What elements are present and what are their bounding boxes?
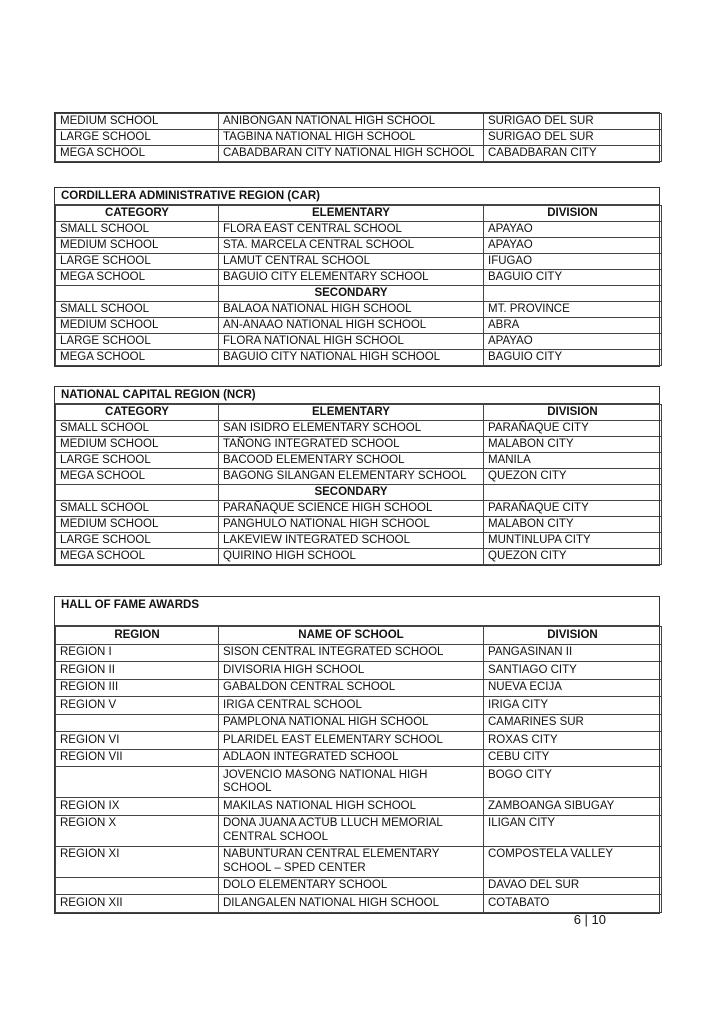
cell-category: REGION III — [56, 679, 219, 697]
table-row — [56, 662, 662, 680]
cell-school: SISON CENTRAL INTEGRATED SCHOOL — [219, 644, 484, 662]
header-secondary: SECONDARY — [219, 485, 484, 501]
header-division: DIVISION — [484, 405, 662, 421]
cell-category: MEDIUM SCHOOL — [56, 517, 219, 533]
table-title: NATIONAL CAPITAL REGION (NCR) — [55, 387, 659, 404]
cell-category: MEGA SCHOOL — [56, 549, 219, 565]
cell-division: BAGUIO CITY — [484, 270, 662, 286]
cell-category: REGION IX — [56, 798, 219, 816]
cell-school: BAGONG SILANGAN ELEMENTARY SCHOOL — [219, 469, 484, 485]
cell-division: NUEVA ECIJA — [484, 679, 662, 697]
cell-category: REGION VII — [56, 749, 219, 767]
table-row — [56, 318, 662, 334]
cell-school: LAKEVIEW INTEGRATED SCHOOL — [219, 533, 484, 549]
cell-category: LARGE SCHOOL — [56, 254, 219, 270]
table-car — [54, 187, 660, 367]
cell-category: SMALL SCHOOL — [56, 302, 219, 318]
cell-school: AN-ANAAO NATIONAL HIGH SCHOOL — [219, 318, 484, 334]
cell-school: BAGUIO CITY ELEMENTARY SCHOOL — [219, 270, 484, 286]
table-row — [56, 130, 662, 146]
table-row — [56, 767, 662, 798]
cell-category — [56, 714, 219, 732]
secondary-rows — [56, 501, 662, 565]
cell-school: CABADBARAN CITY NATIONAL HIGH SCHOOL — [219, 146, 484, 162]
table-row — [56, 469, 662, 485]
table-row — [56, 453, 662, 469]
cell-division: PARAÑAQUE CITY — [484, 421, 662, 437]
cell-category: REGION V — [56, 697, 219, 715]
table-row — [56, 714, 662, 732]
elementary-rows — [56, 421, 662, 485]
table-row — [56, 238, 662, 254]
header-row — [56, 405, 662, 421]
table-title: HALL OF FAME AWARDS — [55, 597, 659, 626]
cell-division: SURIGAO DEL SUR — [484, 114, 662, 130]
header-elementary: ELEMENTARY — [219, 206, 484, 222]
table-row — [56, 749, 662, 767]
cell-division: ROXAS CITY — [484, 732, 662, 750]
secondary-rows — [56, 302, 662, 366]
cell-category: REGION XI — [56, 846, 219, 877]
table-row — [56, 846, 662, 877]
cell-category: SMALL SCHOOL — [56, 421, 219, 437]
header-school-name: NAME OF SCHOOL — [219, 627, 484, 645]
table-row — [56, 517, 662, 533]
cell-category: REGION II — [56, 662, 219, 680]
cell-division: APAYAO — [484, 238, 662, 254]
cell-division: ABRA — [484, 318, 662, 334]
cell-category: MEDIUM SCHOOL — [56, 318, 219, 334]
cell-division: PANGASINAN II — [484, 644, 662, 662]
cell-division: COMPOSTELA VALLEY — [484, 846, 662, 877]
table-row — [56, 501, 662, 517]
cell-category: SMALL SCHOOL — [56, 501, 219, 517]
header-row — [56, 206, 662, 222]
cell-school: MAKILAS NATIONAL HIGH SCHOOL — [219, 798, 484, 816]
table-row — [56, 679, 662, 697]
cell-school: ADLAON INTEGRATED SCHOOL — [219, 749, 484, 767]
cell-division: COTABATO — [484, 895, 662, 913]
cell-school: IRIGA CENTRAL SCHOOL — [219, 697, 484, 715]
table-row — [56, 815, 662, 846]
cell-school: FLORA EAST CENTRAL SCHOOL — [219, 222, 484, 238]
table-row — [56, 254, 662, 270]
cell-category — [56, 877, 219, 895]
cell-division: CEBU CITY — [484, 749, 662, 767]
cell-division: PARAÑAQUE CITY — [484, 501, 662, 517]
table-row — [56, 533, 662, 549]
cell-division: QUEZON CITY — [484, 469, 662, 485]
cell-division: BAGUIO CITY — [484, 350, 662, 366]
table-title: CORDILLERA ADMINISTRATIVE REGION (CAR) — [55, 188, 659, 205]
cell-category: MEGA SCHOOL — [56, 270, 219, 286]
cell-category: REGION X — [56, 815, 219, 846]
cell-school: GABALDON CENTRAL SCHOOL — [219, 679, 484, 697]
cell-school: TAGBINA NATIONAL HIGH SCHOOL — [219, 130, 484, 146]
cell-school: PANGHULO NATIONAL HIGH SCHOOL — [219, 517, 484, 533]
cell-division: ILIGAN CITY — [484, 815, 662, 846]
cell-division: MT. PROVINCE — [484, 302, 662, 318]
cell-school: PAMPLONA NATIONAL HIGH SCHOOL — [219, 714, 484, 732]
elementary-rows — [56, 222, 662, 286]
secondary-header-row — [56, 286, 662, 302]
cell-category — [56, 767, 219, 798]
table-row — [56, 549, 662, 565]
cell-division: APAYAO — [484, 222, 662, 238]
cell-category: SMALL SCHOOL — [56, 222, 219, 238]
cell-category: MEGA SCHOOL — [56, 146, 219, 162]
cell-category: REGION I — [56, 644, 219, 662]
cell-division: CAMARINES SUR — [484, 714, 662, 732]
page-number: 6 | 10 — [573, 912, 606, 927]
table-row — [56, 350, 662, 366]
table-row — [56, 302, 662, 318]
cell-division: SANTIAGO CITY — [484, 662, 662, 680]
cell-school: PLARIDEL EAST ELEMENTARY SCHOOL — [219, 732, 484, 750]
cell-division: CABADBARAN CITY — [484, 146, 662, 162]
table-row — [56, 732, 662, 750]
table-row — [56, 270, 662, 286]
cell-category: LARGE SCHOOL — [56, 130, 219, 146]
table-row — [56, 334, 662, 350]
cell-category: MEDIUM SCHOOL — [56, 114, 219, 130]
cell-division: QUEZON CITY — [484, 549, 662, 565]
header-division: DIVISION — [484, 627, 662, 645]
cell-division: MALABON CITY — [484, 437, 662, 453]
table-row — [56, 421, 662, 437]
table-body — [56, 114, 662, 162]
cell-school: TAÑONG INTEGRATED SCHOOL — [219, 437, 484, 453]
table-row — [56, 437, 662, 453]
cell-category: REGION XII — [56, 895, 219, 913]
header-category: CATEGORY — [56, 206, 219, 222]
table-ncr — [54, 386, 660, 566]
cell-category: MEGA SCHOOL — [56, 469, 219, 485]
secondary-header-row — [56, 485, 662, 501]
cell-division: SURIGAO DEL SUR — [484, 130, 662, 146]
cell-school: STA. MARCELA CENTRAL SCHOOL — [219, 238, 484, 254]
cell-division: MALABON CITY — [484, 517, 662, 533]
award-rows — [56, 644, 662, 912]
cell-category: LARGE SCHOOL — [56, 453, 219, 469]
cell-school: JOVENCIO MASONG NATIONAL HIGH SCHOOL — [219, 767, 484, 798]
cell-category: LARGE SCHOOL — [56, 533, 219, 549]
cell-division: ZAMBOANGA SIBUGAY — [484, 798, 662, 816]
cell-category: MEDIUM SCHOOL — [56, 437, 219, 453]
table-row — [56, 644, 662, 662]
cell-school: DILANGALEN NATIONAL HIGH SCHOOL — [219, 895, 484, 913]
header-secondary: SECONDARY — [219, 286, 484, 302]
cell-school: BAGUIO CITY NATIONAL HIGH SCHOOL — [219, 350, 484, 366]
table-row — [56, 697, 662, 715]
cell-division: IRIGA CITY — [484, 697, 662, 715]
header-row — [56, 627, 662, 645]
header-region: REGION — [56, 627, 219, 645]
cell-division: MANILA — [484, 453, 662, 469]
table-row — [56, 877, 662, 895]
cell-division: BOGO CITY — [484, 767, 662, 798]
table-row — [56, 114, 662, 130]
cell-school: DOLO ELEMENTARY SCHOOL — [219, 877, 484, 895]
cell-school: DONA JUANA ACTUB LLUCH MEMORIAL CENTRAL SCHOOL — [219, 815, 484, 846]
cell-school: DIVISORIA HIGH SCHOOL — [219, 662, 484, 680]
table-region-xiii-continued — [54, 112, 660, 163]
cell-school: BACOOD ELEMENTARY SCHOOL — [219, 453, 484, 469]
cell-division: MUNTINLUPA CITY — [484, 533, 662, 549]
header-division: DIVISION — [484, 206, 662, 222]
header-category: CATEGORY — [56, 405, 219, 421]
cell-school: PARAÑAQUE SCIENCE HIGH SCHOOL — [219, 501, 484, 517]
cell-division: IFUGAO — [484, 254, 662, 270]
table-hall-of-fame — [54, 596, 660, 914]
header-elementary: ELEMENTARY — [219, 405, 484, 421]
table-row — [56, 146, 662, 162]
cell-category: REGION VI — [56, 732, 219, 750]
cell-school: FLORA NATIONAL HIGH SCHOOL — [219, 334, 484, 350]
cell-school: LAMUT CENTRAL SCHOOL — [219, 254, 484, 270]
table-row — [56, 222, 662, 238]
table-row — [56, 798, 662, 816]
cell-category: MEGA SCHOOL — [56, 350, 219, 366]
cell-division: DAVAO DEL SUR — [484, 877, 662, 895]
cell-school: NABUNTURAN CENTRAL ELEMENTARY SCHOOL – SPED CENTER — [219, 846, 484, 877]
cell-division: APAYAO — [484, 334, 662, 350]
cell-school: SAN ISIDRO ELEMENTARY SCHOOL — [219, 421, 484, 437]
cell-category: LARGE SCHOOL — [56, 334, 219, 350]
table-row — [56, 895, 662, 913]
cell-school: ANIBONGAN NATIONAL HIGH SCHOOL — [219, 114, 484, 130]
cell-school: QUIRINO HIGH SCHOOL — [219, 549, 484, 565]
cell-category: MEDIUM SCHOOL — [56, 238, 219, 254]
cell-school: BALAOA NATIONAL HIGH SCHOOL — [219, 302, 484, 318]
